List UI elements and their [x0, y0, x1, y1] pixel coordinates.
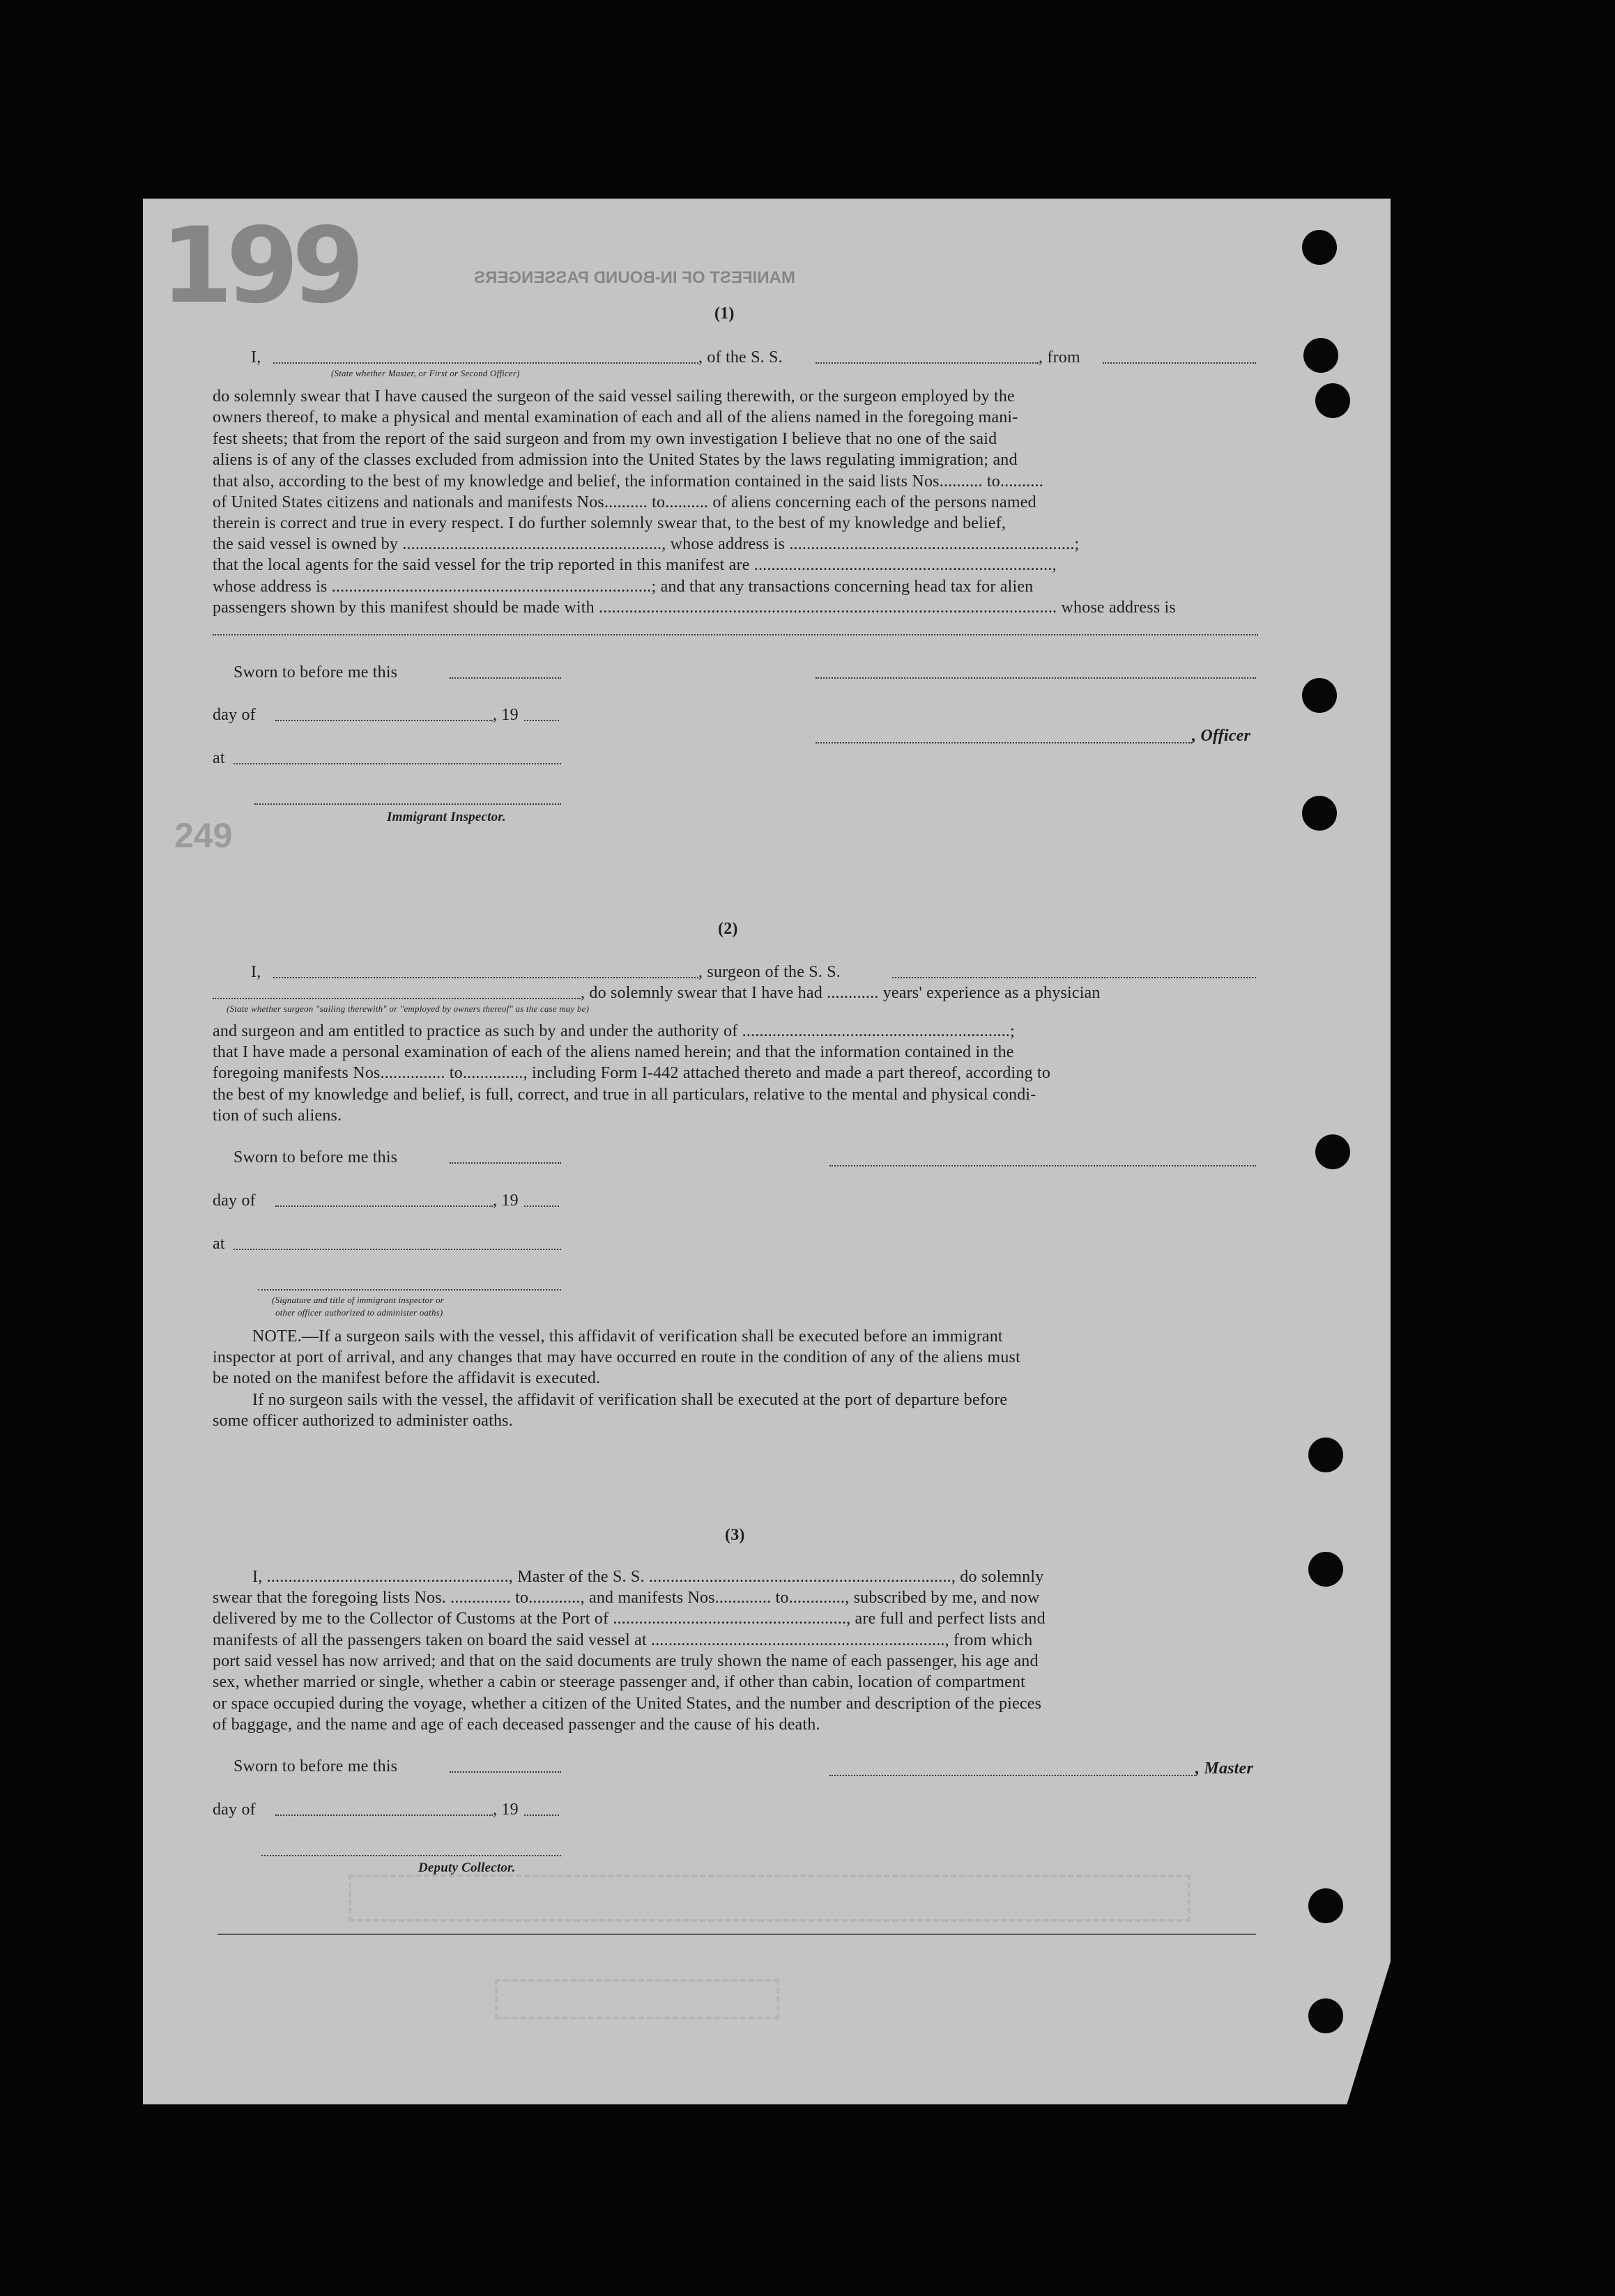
- oath-3-line: I, ........................................................, Master of the S. S. ......................................................................, do solemnly: [252, 1568, 1044, 1586]
- sworn-label: Sworn to before me this: [234, 1757, 398, 1775]
- oath-3-line: of baggage, and the name and age of each deceased passenger and the cause of his death.: [213, 1716, 820, 1734]
- officer-name-line: [273, 362, 698, 364]
- signature-note: (Signature and title of immigrant inspector or: [272, 1295, 445, 1305]
- signature-note: other officer authorized to administer oaths): [275, 1307, 443, 1318]
- punch-hole: [1315, 1134, 1350, 1169]
- oath-1-rank-note: (State whether Master, or First or Second Officer): [331, 368, 520, 378]
- reverse-bleed-block: [349, 1874, 1191, 1922]
- oath-2-line: that I have made a personal examination of each of the aliens named herein; and that the information contained in the: [213, 1043, 1014, 1061]
- collector-signature-line: [261, 1855, 561, 1856]
- day-of-line: [275, 720, 493, 721]
- oath-1-line: do solemnly swear that I have caused the surgeon of the said vessel sailing therewith, or the surgeon employed by the: [213, 387, 1015, 406]
- oath-1-line: aliens is of any of the classes excluded from admission into the United States by the laws regulating immigration; and: [213, 451, 1018, 469]
- oath-1-line: therein is correct and true in every respect. I do further solemnly swear that, to the best of my knowledge and belief,: [213, 514, 1006, 532]
- surgeon-name-line: [273, 977, 698, 978]
- day-of-label: day of: [213, 706, 256, 724]
- oath-3-line: or space occupied during the voyage, whether a citizen of the United States, and the number and description of the pieces: [213, 1695, 1042, 1713]
- vessel-name-line: [816, 362, 1039, 364]
- day-of-line: [275, 1205, 493, 1207]
- at-place-line: [234, 763, 561, 764]
- punch-hole: [1308, 1552, 1343, 1587]
- page-number-stamp: 249: [174, 816, 233, 855]
- master-signature-line: [829, 1775, 1195, 1776]
- oath-1-line: that the local agents for the said vessel for the trip reported in this manifest are .....................................................................,: [213, 556, 1057, 574]
- oath-2-i: I,: [251, 963, 261, 981]
- year-label: , 19: [493, 1801, 519, 1819]
- oath-2-line: , do solemnly swear that I have had ............ years' experience as a physician: [581, 984, 1101, 1002]
- master-label: , Master: [1195, 1759, 1253, 1778]
- officer-signature-line: [816, 677, 1256, 679]
- officer-label: , Officer: [1192, 727, 1250, 745]
- surgeon-vessel-line: [892, 977, 1256, 978]
- day-of-label: day of: [213, 1801, 256, 1819]
- punch-hole: [1302, 796, 1337, 831]
- oath-1-line: that also, according to the best of my knowledge and belief, the information contained in the said lists Nos.......... to..........: [213, 472, 1043, 491]
- day-of-line: [275, 1815, 493, 1816]
- punch-hole: [1308, 1998, 1343, 2033]
- at-place-line: [234, 1249, 561, 1250]
- punch-hole: [1302, 678, 1337, 713]
- address-line: [213, 634, 1258, 635]
- reverse-bleed-block: [495, 1979, 779, 2019]
- year-line: [524, 1815, 559, 1816]
- sworn-label: Sworn to before me this: [234, 1148, 398, 1166]
- surgeon-signature-line: [829, 1165, 1256, 1166]
- oath-3-line: swear that the foregoing lists Nos. .............. to............, and manifests Nos............. to............., subscribed by me, and now: [213, 1589, 1040, 1607]
- oath-2-surgeon-of: , surgeon of the S. S.: [698, 963, 841, 981]
- sworn-label: Sworn to before me this: [234, 663, 398, 681]
- punch-hole: [1303, 338, 1338, 373]
- reverse-bleed-header: MANIFEST OF IN-BOUND PASSENGERS: [474, 268, 795, 287]
- oath-1-line: fest sheets; that from the report of the said surgeon and from my own investigation I believe that no one of the said: [213, 430, 997, 448]
- oath-3-line: port said vessel has now arrived; and that on the said documents are truly shown the name of each passenger, his age and: [213, 1652, 1039, 1670]
- oath-2-line: and surgeon and am entitled to practice as such by and under the authority of ..............................................................;: [213, 1022, 1015, 1040]
- at-label: at: [213, 1235, 225, 1253]
- note-paragraph: If no surgeon sails with the vessel, the affidavit of verification shall be executed at the port of departure before: [252, 1391, 1008, 1409]
- section-3-heading: (3): [725, 1526, 745, 1544]
- oath-1-line: the said vessel is owned by ............................................................, whose address is ..................................................................;: [213, 535, 1080, 553]
- oath-2-line: the best of my knowledge and belief, is full, correct, and true in all particulars, relative to the mental and physical condi-: [213, 1086, 1036, 1104]
- oath-3-line: sex, whether married or single, whether a cabin or steerage passenger and, if other than cabin, location of compartment: [213, 1673, 1026, 1691]
- inspector-signature-line: [254, 803, 561, 805]
- oath-2-line: tion of such aliens.: [213, 1107, 342, 1125]
- note-paragraph: inspector at port of arrival, and any changes that may have occurred en route in the condition of any of the aliens must: [213, 1348, 1020, 1366]
- oath-1-line: whose address is ..........................................................................; and that any transactions concerning head tax for alien: [213, 578, 1034, 596]
- punch-hole: [1302, 230, 1337, 265]
- oath-2-surgeon-note: (State whether surgeon "sailing therewith" or "employed by owners thereof" as the case may be): [227, 1003, 590, 1014]
- sworn-date-line: [450, 1771, 561, 1773]
- oath-1-line: owners thereof, to make a physical and mental examination of each and all of the aliens named in the foregoing mani-: [213, 408, 1018, 426]
- section-1-heading: (1): [714, 305, 735, 323]
- deputy-collector-label: Deputy Collector.: [418, 1860, 516, 1875]
- punch-hole: [1308, 1888, 1343, 1923]
- immigrant-inspector-label: Immigrant Inspector.: [387, 810, 506, 824]
- oath-3-line: delivered by me to the Collector of Customs at the Port of ......................................................, are full and perfect lists and: [213, 1610, 1046, 1628]
- at-label: at: [213, 749, 225, 767]
- sworn-date-line: [450, 677, 561, 679]
- oath-1-of-ss: , of the S. S.: [698, 348, 783, 367]
- officer-title-line: [816, 742, 1192, 743]
- day-of-label: day of: [213, 1192, 256, 1210]
- punch-hole: [1308, 1438, 1343, 1472]
- year-label: , 19: [493, 706, 519, 724]
- note-paragraph: some officer authorized to administer oaths.: [213, 1412, 513, 1430]
- oath-1-i: I,: [251, 348, 261, 367]
- inspector-signature-line: [258, 1289, 561, 1290]
- note-paragraph: NOTE.—If a surgeon sails with the vessel, this affidavit of verification shall be executed before an immigrant: [252, 1327, 1003, 1346]
- oath-1-line: passengers shown by this manifest should be made with .......................................................................................................... whose address is: [213, 599, 1176, 617]
- from-port-line: [1103, 362, 1256, 364]
- manifest-number-stamp: 199: [160, 206, 358, 327]
- note-paragraph: be noted on the manifest before the affidavit is executed.: [213, 1369, 601, 1387]
- sworn-date-line: [450, 1162, 561, 1164]
- punch-hole: [1315, 383, 1350, 418]
- oath-1-from: , from: [1039, 348, 1080, 367]
- year-label: , 19: [493, 1192, 519, 1210]
- section-2-heading: (2): [718, 920, 738, 938]
- year-line: [524, 1205, 559, 1207]
- oath-3-line: manifests of all the passengers taken on board the said vessel at ...................................................................., from which: [213, 1631, 1033, 1649]
- surgeon-status-line: [213, 998, 581, 999]
- oath-2-line: foregoing manifests Nos............... to.............., including Form I-442 attached thereto and made a part thereof, according to: [213, 1064, 1051, 1082]
- oath-1-line: of United States citizens and nationals and manifests Nos.......... to.......... of aliens concerning each of the persons named: [213, 493, 1036, 511]
- year-line: [524, 720, 559, 721]
- bottom-rule: [217, 1934, 1256, 1935]
